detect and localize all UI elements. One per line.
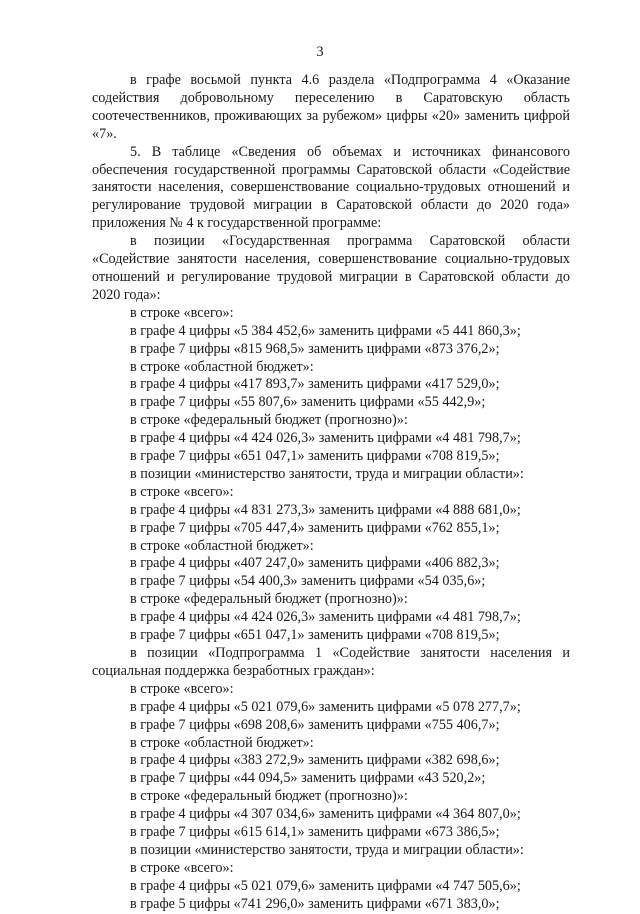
amendment-list-subprogram-1 [92,681,570,914]
amendment-line: в строке «всего»: [130,304,234,321]
amendment-line: в строке «федеральный бюджет (прогнозно)»: [130,591,408,608]
amendment-line: в строке «федеральный бюджет (прогнозно)»: [130,788,408,805]
amendment-line: в графе 4 цифры «5 021 079,6» заменить цифрами «5 078 277,7»; [130,698,521,715]
amendment-line: в графе 4 цифры «4 424 026,3» заменить цифрами «4 481 798,7»; [130,430,521,447]
amendment-line: в строке «всего»: [130,680,234,697]
amendment-line: в графе 4 цифры «417 893,7» заменить цифрами «417 529,0»; [130,376,500,393]
page-number: 3 [316,44,324,60]
amendment-line: в графе 4 цифры «407 247,0» заменить цифрами «406 882,3»; [130,555,500,572]
amendment-line: в строке «областной бюджет»: [130,358,314,375]
paragraph-subprogram-1-position: в позиции «Подпрограмма 1 «Содействие занятости населения и социальная поддержка безработных граждан»: [92,645,570,679]
amendment-line: в позиции «министерство занятости, труда и миграции области»: [130,465,524,482]
amendment-line: в графе 4 цифры «4 307 034,6» заменить цифрами «4 364 807,0»; [130,806,521,823]
amendment-line: в графе 4 цифры «5 384 452,6» заменить цифрами «5 441 860,3»; [130,322,521,339]
paragraph-item-4-6: в графе восьмой пункта 4.6 раздела «Подпрограмма 4 «Оказание содействия добровольному переселению в Саратовскую область соотечественников, проживающих за рубежом» цифры «20» заменить цифрой «7». [92,72,570,142]
amendment-line: в графе 4 цифры «4 424 026,3» заменить цифрами «4 481 798,7»; [130,609,521,626]
paragraph-table-intro: 5. В таблице «Сведения об объемах и источниках финансового обеспечения государственной программы Саратовской области «Содействие занятости населения, совершенствование социально-трудовых отношений и регулирование трудовой миграции в Саратовской области до 2020 года» приложения № 4 к государственной программе: [92,143,570,232]
amendment-line: в строке «всего»: [130,483,234,500]
amendment-line: в строке «областной бюджет»: [130,734,314,751]
amendment-line: в строке «областной бюджет»: [130,537,314,554]
amendment-line: в строке «федеральный бюджет (прогнозно)»: [130,412,408,429]
amendment-line: в графе 4 цифры «383 272,9» заменить цифрами «382 698,6»; [130,752,500,769]
amendment-line: в графе 7 цифры «705 447,4» заменить цифрами «762 855,1»; [130,519,500,536]
amendment-line: в графе 7 цифры «44 094,5» заменить цифрами «43 520,2»; [130,770,486,787]
amendment-line: в графе 7 цифры «815 968,5» заменить цифрами «873 376,2»; [130,340,500,357]
amendment-line: в строке «всего»: [130,859,234,876]
amendment-line: в графе 7 цифры «651 047,1» заменить цифрами «708 819,5»; [130,448,500,465]
document-body [92,72,570,914]
amendment-line: в графе 4 цифры «5 021 079,6» заменить цифрами «4 747 505,6»; [130,877,521,894]
amendment-line: в позиции «министерство занятости, труда и миграции области»: [130,841,524,858]
amendment-list-state-program [92,305,570,645]
amendment-line: в графе 7 цифры «698 208,6» заменить цифрами «755 406,7»; [130,716,500,733]
paragraph-state-program-position: в позиции «Государственная программа Саратовской области «Содействие занятости населения, совершенствование социально-трудовых отношений и регулирование трудовой миграции в Саратовской области до 2020 года»: [92,233,570,303]
amendment-line: в графе 7 цифры «54 400,3» заменить цифрами «54 035,6»; [130,573,486,590]
amendment-line: в графе 4 цифры «4 831 273,3» заменить цифрами «4 888 681,0»; [130,501,521,518]
amendment-line: в графе 7 цифры «615 614,1» заменить цифрами «673 386,5»; [130,824,500,841]
amendment-line: в графе 7 цифры «55 807,6» заменить цифрами «55 442,9»; [130,394,486,411]
amendment-line: в графе 7 цифры «651 047,1» заменить цифрами «708 819,5»; [130,627,500,644]
amendment-line: в графе 5 цифры «741 296,0» заменить цифрами «671 383,0»; [130,895,500,912]
